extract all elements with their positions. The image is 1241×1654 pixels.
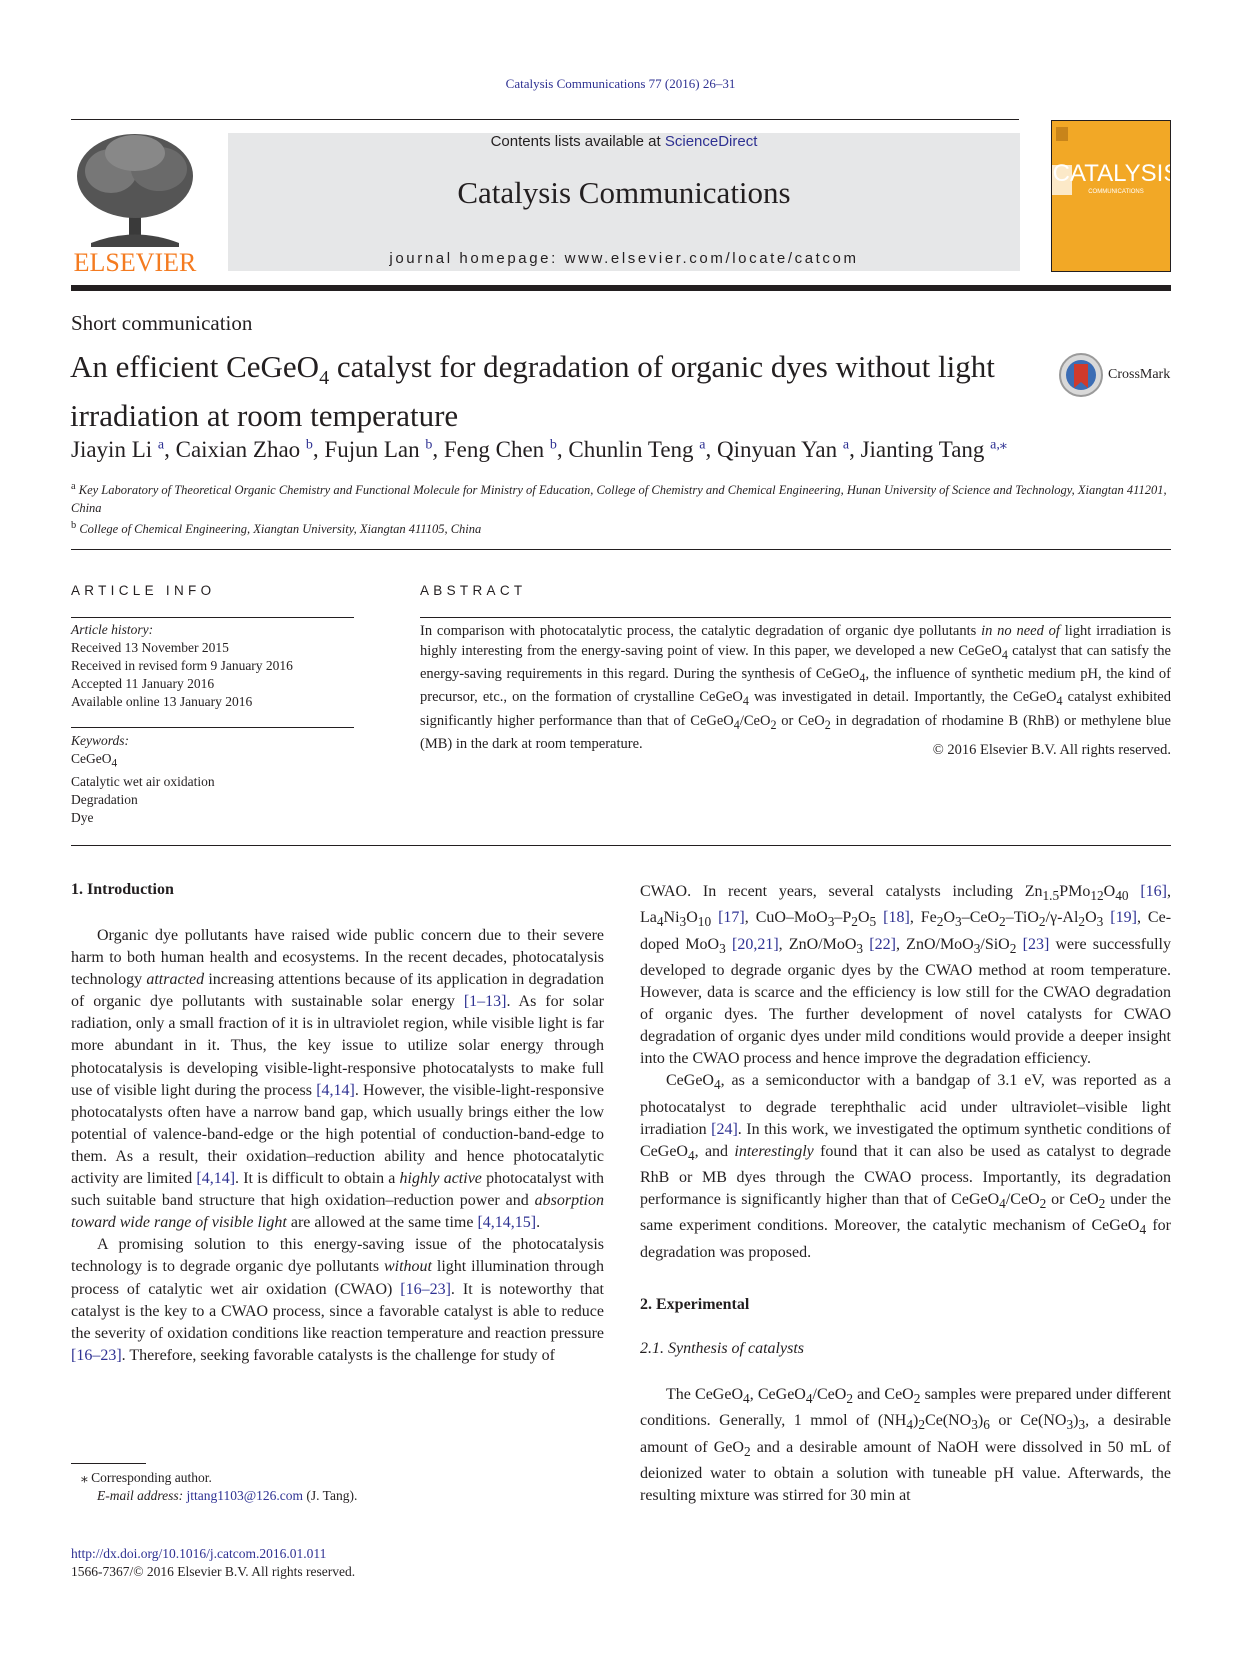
author: Fujun Lan $^b$ [324, 436, 433, 462]
issn-line: 1566-7367/© 2016 Elsevier B.V. All rights reserved. [71, 1564, 356, 1579]
citation-link[interactable]: [24] [711, 1120, 738, 1138]
info-rule [71, 727, 354, 728]
citation-link[interactable]: [16–23] [400, 1280, 451, 1298]
paragraph: The CeGeO$_4$, CeGeO$_4$/CeO$_2$ and CeO$_2$ samples were prepared under different conditions. Generally, 1 mmol of $(NH_4)_2Ce(NO_3)_6$ or $Ce(NO_3)_3$, a desirable amount of GeO$_2$ and a desirable amount of NaOH were dissolved in 50 mL of deionized water to obtain a solution with tuneable pH value. Afterwards, the resulting mixture was stirred for 30 min at [640, 1386, 1172, 1504]
citation-link[interactable]: [17] [718, 909, 745, 927]
abstract-heading: ABSTRACT [420, 583, 527, 598]
citation-link[interactable]: [23] [1022, 935, 1050, 953]
abstract-copyright: © 2016 Elsevier B.V. All rights reserved. [932, 742, 1171, 758]
citation-link[interactable]: [4,14,15] [477, 1214, 537, 1232]
citation-link[interactable]: [20,21] [731, 935, 779, 953]
paragraph: CWAO. In recent years, several catalysts including $Zn_{1.5}PMo_{12}O_{40}$ [16], $La_4Ni_3O_{10}$ [17], CuO–$MoO_3-P_2O_5$ [18], $Fe_2O_3-CeO_2-TiO_2/\gamma-Al_2O_3$ [19], Ce-doped MoO$_3$ [20,21], ZnO/MoO$_3$ [22], ZnO/MoO$_3$/SiO$_2$ [23] were successfully developed to degrade organic dyes by the CWAO method at room temperature. However, data is scarce and the efficiency is low still for the CWAO degradation of organic dyes. The further development of novel catalysts for CWAO degradation of organic dyes under mild conditions would provide a deeper insight into the CWAO process and hence improve the degradation efficiency. [640, 883, 1172, 1068]
doi-link[interactable]: http://dx.doi.org/10.1016/j.catcom.2016.01.011 [71, 1546, 327, 1561]
publisher-wordmark: ELSEVIER [73, 248, 197, 274]
journal-homepage[interactable]: journal homepage: www.elsevier.com/locate/catcom [389, 250, 859, 267]
body-column-right-continued [640, 1384, 1171, 1507]
crossmark-badge[interactable] [1058, 352, 1170, 398]
header-rule [71, 119, 1019, 120]
author: Chunlin Teng $^a$ [568, 436, 706, 462]
cover-title: CATALYSIS [1052, 160, 1170, 187]
body-column-right [640, 881, 1171, 1264]
footnote-rule [71, 1463, 146, 1464]
citation-link[interactable]: [18] [883, 909, 910, 927]
section-rule [71, 549, 1171, 550]
cover-subtitle: COMMUNICATIONS [1088, 189, 1144, 195]
elsevier-logo [71, 131, 199, 274]
article-title: An efficient CeGeO$_4$ catalyst for degradation of organic dyes without light irradiation at room temperature [70, 349, 995, 434]
article-history: Article history: Received 13 November 2015 Received in revised form 9 January 2016 Accepted 11 January 2016 Available online 13 January 2016 [71, 622, 293, 709]
journal-cover[interactable] [1051, 120, 1171, 272]
paragraph: CeGeO$_4$, as a semiconductor with a bandgap of 3.1 eV, was reported as a photocatalyst to degrade terephthalic acid under ultraviolet–visible light irradiation [24]. In this work, we investigated the optimum synthetic conditions of CeGeO$_4$, and interestingly found that it can also be used as catalyst to degrade RhB or MB dyes through the CWAO process. Importantly, its degradation performance is significantly higher than that of CeGeO$_4$/CeO$_2$ or CeO$_2$ under the same experiment conditions. Moreover, the catalytic mechanism of CeGeO$_4$ for degradation was proposed. [640, 1072, 1172, 1261]
paragraph: Organic dye pollutants have raised wide public concern due to their severe harm to both human health and ecosystems. In the recent decades, photocatalysis technology attracted increasing attentions because of its application in degradation of organic dye pollutants with sustainable solar energy [1–13]. As for solar radiation, only a small fraction of it is in ultraviolet region, while visible light is far more abundant in it. Thus, the key issue to utilize solar energy through photocatalysis is developing visible-light-responsive photocatalysts to make full use of visible light during the process [4,14]. However, the visible-light-responsive photocatalysts often have a narrow band gap, which usually brings either the low potential of valence-band-edge or the high potential of conduction-band-edge to them. As a result, their oxidation–reduction ability and hence photocatalytic activity are limited [4,14]. It is difficult to obtain a highly active photocatalyst with such suitable band structure that high oxidation–reduction power and absorption toward wide range of visible light are allowed at the same time [4,14,15]. [71, 927, 605, 1232]
author-list: Jiayin Li $^a$, Caixian Zhao $^b$, Fujun Lan $^b$, Feng Chen $^b$, Chunlin Teng $^a$, Qinyuan Yan $^a$, Jianting Tang $^{a,⁎}$ [71, 436, 1007, 462]
abstract-rule [420, 617, 1171, 618]
body-column-left [71, 925, 604, 1367]
keywords: Keywords: CeGeO$_4$ Catalytic wet air oxidation Degradation Dye [71, 733, 215, 825]
section-rule [71, 845, 1171, 846]
citation-link[interactable]: [16–23] [71, 1346, 122, 1364]
author: Feng Chen $^b$ [443, 436, 557, 462]
author: Caixian Zhao $^b$ [175, 436, 313, 462]
journal-banner [228, 133, 1020, 271]
section-heading-experimental: 2. Experimental [640, 1296, 750, 1313]
citation-link[interactable]: [1–13] [463, 993, 507, 1011]
journal-reference[interactable]: Catalysis Communications 77 (2016) 26–31 [505, 76, 736, 91]
sciencedirect-link[interactable]: ScienceDirect [664, 133, 758, 150]
affiliations [71, 478, 1171, 538]
author: Jianting Tang $^{a,⁎}$ [860, 436, 1007, 462]
subsection-heading-synthesis: 2.1. Synthesis of catalysts [640, 1340, 804, 1357]
author: Jiayin Li $^a$ [71, 436, 165, 462]
article-info-heading: ARTICLE INFO [71, 583, 216, 598]
citation-link[interactable]: [4,14] [316, 1081, 355, 1099]
affiliation: $^a$ Key Laboratory of Theoretical Organic Chemistry and Functional Molecule for Ministry of Education, College of Chemistry and Chemical Engineering, Hunan University of Science and Technology, Xiangtan 411201, China [71, 481, 1167, 516]
affiliation: $^b$ College of Chemical Engineering, Xiangtan University, Xiangtan 411105, China [71, 520, 482, 537]
doi-block [71, 1545, 355, 1581]
info-rule [71, 617, 354, 618]
corresponding-author-footnote: ⁎ Corresponding author. E-mail address: jttang1103@126.com (J. Tang). [81, 1470, 358, 1503]
author: Qinyuan Yan $^a$ [717, 436, 850, 462]
journal-name: Catalysis Communications [457, 175, 791, 210]
email-link[interactable]: jttang1103@126.com [186, 1488, 304, 1503]
article-type: Short communication [71, 311, 253, 335]
citation-link[interactable]: [4,14] [196, 1170, 236, 1188]
abstract-text: In comparison with photocatalytic process, the catalytic degradation of organic dye pollutants in no need of light irradiation is highly interesting from the energy-saving point of view. In this paper, we developed a new CeGeO$_4$ catalyst that can satisfy the energy-saving requirements in this regard. During the synthesis of CeGeO$_4$, the influence of synthetic medium pH, the kind of precursor, etc., on the formation of crystalline CeGeO$_4$ was investigated in detail. Importantly, the CeGeO$_4$ catalyst exhibited significantly higher performance than that of CeGeO$_4$/CeO$_2$ or CeO$_2$ in degradation of rhodamine B (RhB) or methylene blue (MB) in the dark at room temperature. [420, 623, 1171, 753]
crossmark-icon [1058, 352, 1104, 398]
citation-link[interactable]: [16] [1140, 883, 1167, 900]
header-thick-rule [71, 285, 1171, 291]
contents-line: Contents lists available at ScienceDirect [490, 133, 758, 150]
elsevier-tree-icon [71, 131, 199, 274]
citation-link[interactable]: [19] [1110, 909, 1137, 927]
crossmark-label: CrossMark [1108, 367, 1171, 382]
paragraph: A promising solution to this energy-saving issue of the photocatalysis technology is to degrade organic dye pollutants without light illumination through process of catalytic wet air oxidation (CWAO) [16–23]. It is noteworthy that catalyst is the key to a CWAO process, since a favorable catalyst is able to reduce the severity of oxidation conditions like reaction temperature and reaction pressure [16–23]. Therefore, seeking favorable catalysts is the challenge for study of [71, 1236, 604, 1364]
section-heading-introduction: 1. Introduction [71, 881, 174, 898]
citation-link[interactable]: [22] [869, 935, 896, 953]
